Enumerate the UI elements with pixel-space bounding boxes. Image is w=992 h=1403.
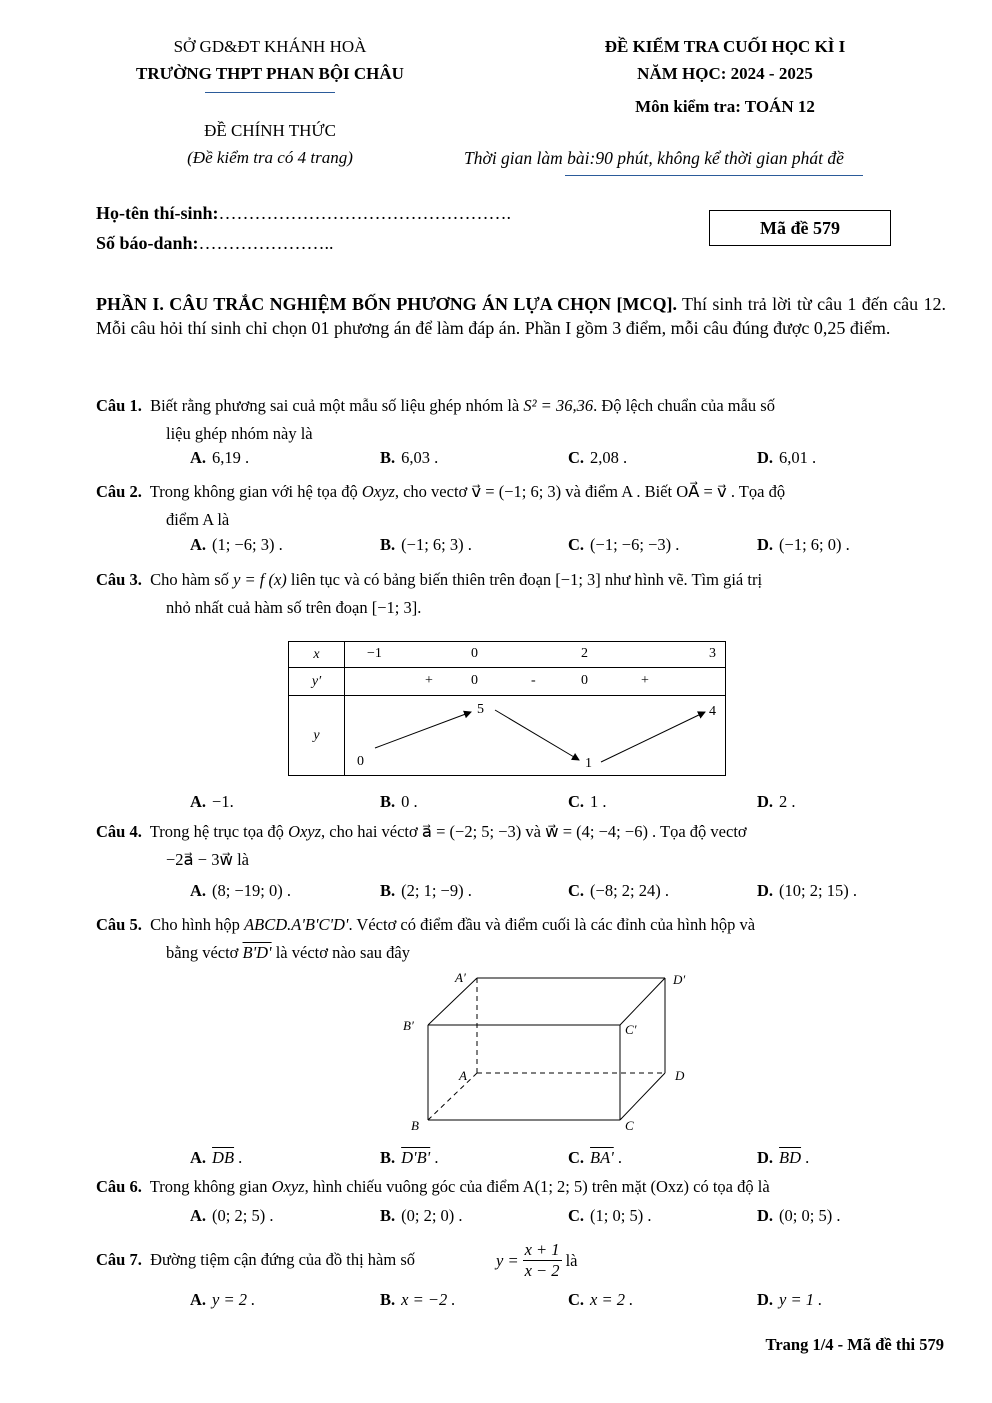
option-letter: C. (568, 535, 585, 554)
question-number: Câu 4. (96, 822, 142, 841)
student-name-dots: …………………………………………. (218, 203, 512, 223)
option-text: (−8; 2; 24) . (590, 881, 670, 900)
question-text: nhỏ nhất cuả hàm số trên đoạn [−1; 3]. (166, 598, 422, 617)
question-text: . Độ lệch chuẩn của mẫu số (593, 396, 775, 415)
vertex-label: A (459, 1068, 467, 1083)
option-letter: B. (380, 1148, 396, 1167)
q2-option-a[interactable] (190, 535, 283, 555)
student-id-row (96, 233, 334, 254)
vertex-label: B′ (403, 1018, 414, 1033)
question-vector: B'D' (242, 943, 272, 962)
exam-code-box: Mã đề 579 (709, 210, 891, 246)
q5-option-c[interactable] (568, 1148, 622, 1168)
student-name-label: Họ-tên thí-sinh: (96, 203, 219, 223)
q7-option-b[interactable] (380, 1290, 455, 1310)
question-text: Cho hàm số (150, 570, 234, 589)
bbt-sign: - (531, 673, 536, 688)
option-text: x = 2 . (590, 1290, 634, 1309)
option-text: (0; 2; 5) . (212, 1206, 274, 1225)
bbt-y-val: 1 (585, 756, 592, 771)
question-text: là véctơ nào sau đây (271, 943, 410, 962)
option-letter: B. (380, 792, 396, 811)
option-text: 6,19 . (212, 448, 250, 467)
vertex-label: C′ (625, 1022, 637, 1037)
subject: Môn kiểm tra: TOÁN 12 (635, 97, 815, 116)
option-text: 1 . (590, 792, 607, 811)
option-letter: B. (380, 1290, 396, 1309)
bbt-sign: 0 (581, 673, 588, 688)
header-underline-left (205, 92, 335, 93)
option-letter: A. (190, 881, 207, 900)
option-text: x = −2 . (401, 1290, 456, 1309)
q4-option-d[interactable] (757, 881, 857, 901)
question-formula: Oxyz (288, 822, 322, 841)
school-name: TRƯỜNG THPT PHAN BỘI CHÂU (136, 64, 404, 83)
question-number: Câu 2. (96, 482, 142, 501)
option-text: (8; −19; 0) . (212, 881, 292, 900)
parallelepiped-figure (395, 970, 705, 1145)
option-vector: D'B' (401, 1148, 431, 1167)
q4-option-b[interactable] (380, 881, 472, 901)
option-text: (1; −6; 3) . (212, 535, 283, 554)
question-text: liệu ghép nhóm này là (166, 424, 313, 443)
bbt-sign: + (425, 673, 433, 688)
question-formula: ABCD.A'B'C'D' (244, 915, 349, 934)
option-letter: A. (190, 1290, 207, 1309)
q5-option-d[interactable] (757, 1148, 809, 1168)
option-letter: D. (757, 1206, 774, 1225)
option-suffix: . (430, 1148, 439, 1167)
question-text: Trong không gian (149, 1177, 272, 1196)
bbt-y-val: 4 (709, 704, 716, 719)
q1-option-c[interactable] (568, 448, 627, 468)
option-letter: C. (568, 1148, 585, 1167)
question-formula: Oxyz (271, 1177, 305, 1196)
bbt-x-val: 3 (709, 646, 716, 661)
question-formula: y = f (x) (233, 570, 287, 589)
option-letter: D. (757, 1148, 774, 1167)
edge (428, 978, 477, 1025)
q7-option-a[interactable] (190, 1290, 255, 1310)
option-text: 0 . (401, 792, 418, 811)
option-vector: BA' (590, 1148, 614, 1167)
question-text: −2a⃗ − 3w⃗ là (166, 850, 249, 869)
option-letter: B. (380, 881, 396, 900)
question-formula: Oxyz (361, 482, 395, 501)
bbt-y-label: y (289, 696, 345, 776)
option-letter: C. (568, 1206, 585, 1225)
exam-title: ĐỀ KIỂM TRA CUỐI HỌC KÌ I (604, 37, 846, 56)
question-6 (96, 1173, 946, 1201)
question-number: Câu 6. (96, 1177, 142, 1196)
option-letter: D. (757, 535, 774, 554)
question-text: Trong không gian với hệ tọa độ (149, 482, 362, 501)
question-text: Biết rằng phương sai cuả một mẫu số liệu ghép nhóm là (150, 396, 524, 415)
fraction (523, 1240, 562, 1281)
q4-option-c[interactable] (568, 881, 669, 901)
bbt-x-label: x (289, 642, 345, 668)
fraction-numerator: x + 1 (524, 1240, 560, 1259)
q6-option-d[interactable] (757, 1206, 840, 1226)
option-text: 6,01 . (779, 448, 817, 467)
option-letter: B. (380, 535, 396, 554)
question-number: Câu 3. (96, 570, 142, 589)
school-year: NĂM HỌC: 2024 - 2025 (637, 64, 813, 83)
section-1-intro (96, 292, 946, 340)
q2-option-b[interactable] (380, 535, 472, 555)
option-text: y = 1 . (779, 1290, 823, 1309)
question-text: . Véctơ có điểm đầu và điểm cuối là các đỉnh của hình hộp và (348, 915, 756, 934)
vertex-label: C (625, 1118, 634, 1133)
page-footer: Trang 1/4 - Mã đề thi 579 (765, 1335, 944, 1354)
option-letter: C. (568, 881, 585, 900)
bbt-yp-label: y′ (289, 668, 345, 696)
option-letter: A. (190, 1148, 207, 1167)
question-7 (96, 1250, 415, 1270)
option-letter: A. (190, 448, 207, 467)
q7-fraction (496, 1240, 577, 1281)
official-label: ĐỀ CHÍNH THỨC (204, 121, 336, 140)
option-text: (10; 2; 15) . (779, 881, 857, 900)
student-id-label: Số báo-danh: (96, 233, 199, 253)
question-text: Trong hệ trục tọa độ (149, 822, 289, 841)
question-text: Cho hình hộp (150, 915, 245, 934)
option-text: (0; 2; 0) . (401, 1206, 463, 1225)
option-suffix: . (801, 1148, 810, 1167)
option-letter: C. (568, 1290, 585, 1309)
question-number: Câu 1. (96, 396, 142, 415)
option-letter: C. (568, 792, 585, 811)
question-4 (96, 818, 946, 874)
bbt-x-val: −1 (367, 646, 382, 661)
question-text: Đường tiệm cận đứng của đồ thị hàm số (150, 1250, 415, 1269)
question-text: điểm A là (166, 510, 230, 529)
bbt-arrow-up (375, 712, 471, 748)
option-text: (−1; 6; 0) . (779, 535, 850, 554)
q7-option-c[interactable] (568, 1290, 633, 1310)
bbt-x-val: 0 (471, 646, 478, 661)
option-text: (2; 1; −9) . (401, 881, 472, 900)
option-text: (−1; −6; −3) . (590, 535, 680, 554)
question-text: là (565, 1250, 578, 1270)
bbt-y-val: 0 (357, 754, 364, 769)
bbt-x-row (345, 642, 726, 668)
option-letter: A. (190, 792, 207, 811)
bbt-sign: 0 (471, 673, 478, 688)
bbt-yp-row (345, 668, 726, 696)
q6-option-c[interactable] (568, 1206, 651, 1226)
q5-option-b[interactable] (380, 1148, 438, 1168)
option-letter: C. (568, 448, 585, 467)
option-letter: B. (380, 1206, 396, 1225)
bbt-arrows (345, 696, 727, 776)
option-letter: D. (757, 1290, 774, 1309)
question-text: liên tục và có bảng biến thiên trên đoạn [−1; 3] như hình vẽ. Tìm giá trị (286, 570, 763, 589)
q5-option-a[interactable] (190, 1148, 242, 1168)
question-text: , cho hai véctơ a⃗ = (−2; 5; −3) và w⃗ = (4; −4; −6) . Tọa độ vectơ (321, 822, 747, 841)
question-text: , hình chiếu vuông góc của điểm A(1; 2; 5) trên mặt (Oxz) có tọa độ là (304, 1177, 770, 1196)
option-text: (1; 0; 5) . (590, 1206, 652, 1225)
q1-option-d[interactable] (757, 448, 816, 468)
vertex-label: D (675, 1068, 685, 1083)
question-number: Câu 5. (96, 915, 142, 934)
option-letter: D. (757, 881, 774, 900)
q1-option-b[interactable] (380, 448, 438, 468)
q6-option-a[interactable] (190, 1206, 273, 1226)
option-text: (0; 0; 5) . (779, 1206, 841, 1225)
q3-option-b[interactable] (380, 792, 418, 812)
option-text: 6,03 . (401, 448, 439, 467)
question-text: , cho vectơ v⃗ = (−1; 6; 3) và điểm A . Biết OA⃗ = v⃗ . Tọa độ (394, 482, 786, 501)
edge (620, 1073, 665, 1120)
vertex-label: A′ (455, 970, 466, 985)
option-letter: A. (190, 1206, 207, 1225)
option-suffix: . (234, 1148, 243, 1167)
vertex-label: B (411, 1118, 419, 1133)
option-text: 2 . (779, 792, 796, 811)
question-formula: S² = 36,36 (523, 396, 594, 415)
q3-option-a[interactable] (190, 792, 234, 812)
option-text: y = 2 . (212, 1290, 256, 1309)
option-letter: A. (190, 535, 207, 554)
option-suffix: . (613, 1148, 622, 1167)
section-1-title: PHẦN I. CÂU TRẮC NGHIỆM BỐN PHƯƠNG ÁN LỰA CHỌN [MCQ]. (96, 294, 677, 314)
question-5 (96, 911, 946, 967)
q4-option-a[interactable] (190, 881, 291, 901)
fraction-lhs: y = (496, 1250, 519, 1270)
option-vector: $\overline{BD}$ (779, 1148, 802, 1167)
q2-option-d[interactable] (757, 535, 850, 555)
q7-option-d[interactable] (757, 1290, 822, 1310)
option-letter: D. (757, 792, 774, 811)
fraction-denominator: x − 2 (524, 1261, 560, 1280)
page-count-note: (Đề kiểm tra có 4 trang) (187, 148, 353, 167)
option-letter: B. (380, 448, 396, 467)
q6-option-b[interactable] (380, 1206, 463, 1226)
bbt-y-row (345, 696, 726, 776)
question-text: bằng véctơ (166, 943, 243, 962)
time-note: Thời gian làm bài:90 phút, không kể thời gian phát đề (464, 148, 844, 168)
bbt-y-val: 5 (477, 702, 484, 717)
bbt-arrow-up (601, 712, 705, 762)
section-1-desc: Thí sinh trả lời từ câu 1 đến câu 12. Mỗi câu hỏi thí sinh chỉ chọn 01 phương án để làm đáp án. Phần I gồm 3 điểm, mỗi câu đúng được 0,25 điểm. (96, 294, 946, 338)
option-letter: D. (757, 448, 774, 467)
bbt-arrow-down (495, 710, 579, 760)
q2-option-c[interactable] (568, 535, 679, 555)
question-1 (96, 392, 946, 448)
variation-table (288, 641, 726, 776)
option-text: (−1; 6; 3) . (401, 535, 472, 554)
edge (620, 978, 665, 1025)
vertex-label: D′ (673, 972, 686, 987)
header-underline-right (565, 175, 863, 176)
question-3 (96, 566, 946, 622)
q3-option-d[interactable] (757, 792, 796, 812)
option-vector: $\overline{DB}$ (212, 1148, 235, 1167)
option-text: 2,08 . (590, 448, 628, 467)
student-id-dots: ………………….. (198, 233, 334, 253)
student-name-row (96, 203, 511, 224)
question-number: Câu 7. (96, 1250, 142, 1269)
question-2 (96, 478, 946, 534)
bbt-x-val: 2 (581, 646, 588, 661)
bbt-sign: + (641, 673, 649, 688)
hidden-edge (428, 1073, 477, 1120)
q1-option-a[interactable] (190, 448, 249, 468)
option-text: −1. (212, 792, 234, 811)
q3-option-c[interactable] (568, 792, 607, 812)
school-dept: SỞ GD&ĐT KHÁNH HOÀ (173, 37, 367, 56)
